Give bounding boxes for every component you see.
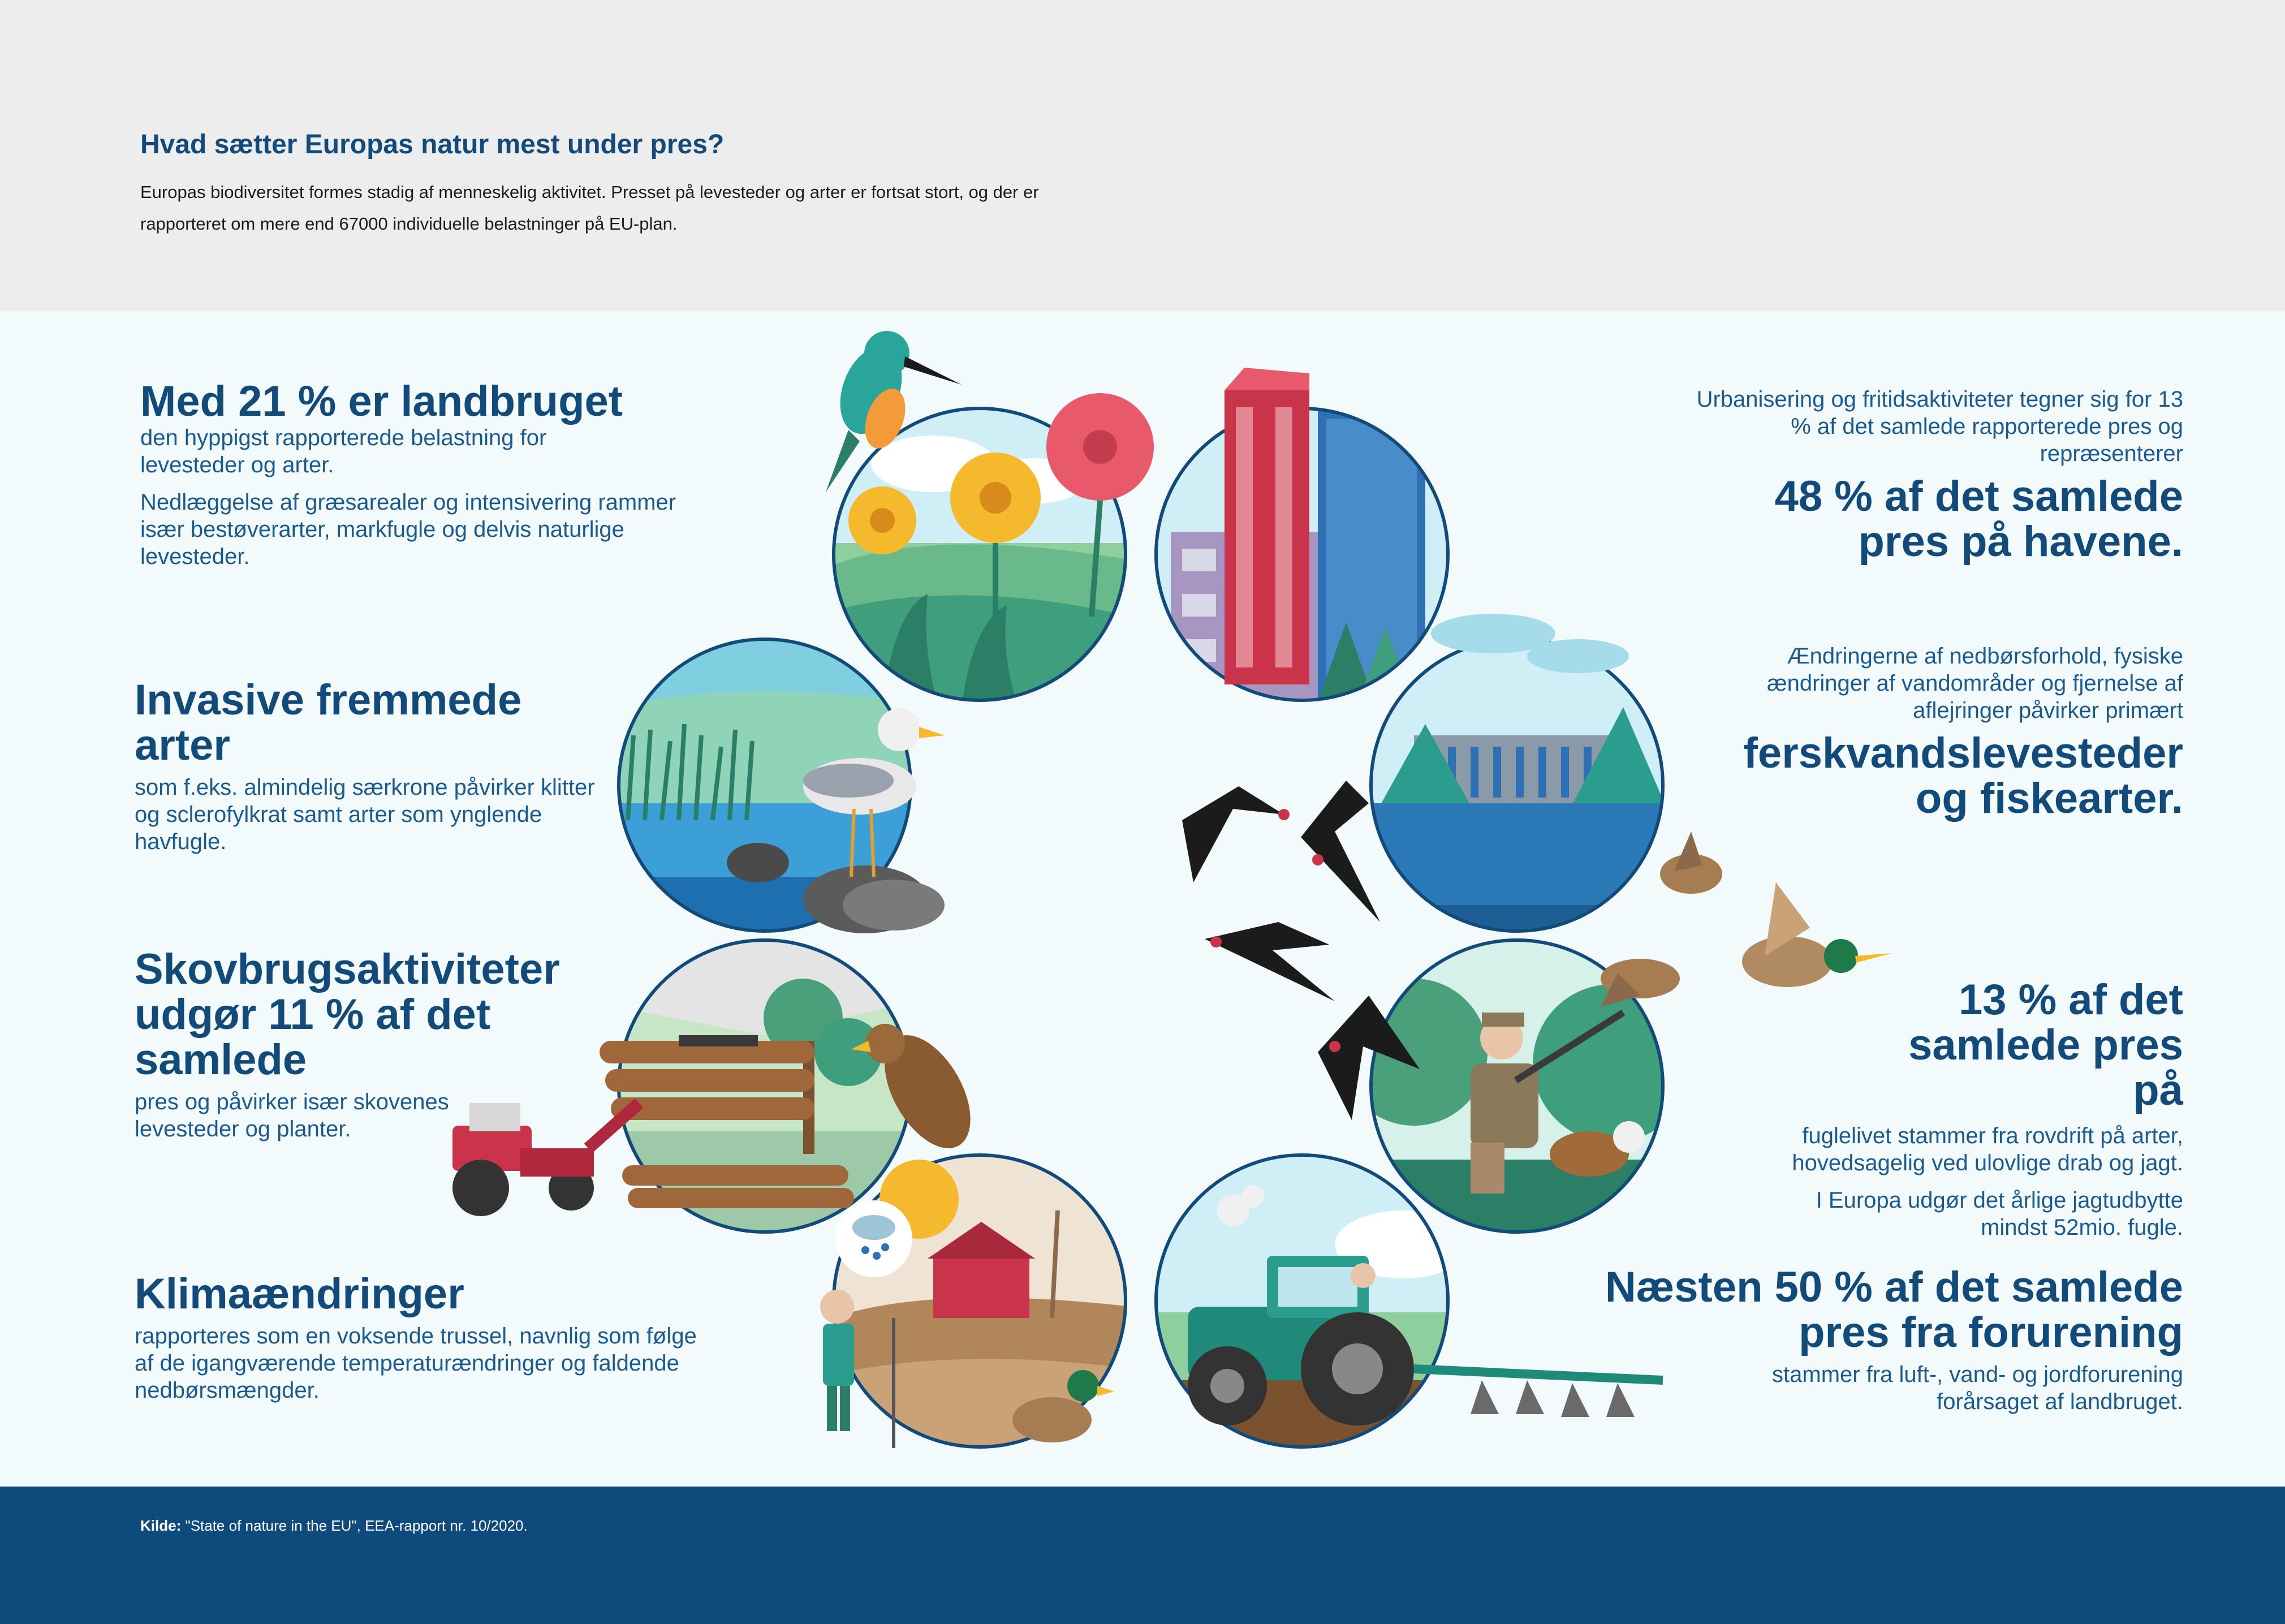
forestry-text-1: pres og påvirker især skovenes levesteder og planter. — [135, 1089, 449, 1141]
source-label: Kilde: — [140, 1517, 182, 1534]
birds-text-1: fuglelivet stammer fra rovdrift på arter, hovedsagelig ved ulovlige drab og jagt. — [1792, 1123, 2183, 1175]
source-text: "State of nature in the EU", EEA-rapport nr. 10/2020. — [181, 1517, 528, 1534]
climate-heading: Klimaændringer — [135, 1270, 464, 1318]
freshwater-text-1: Ændringerne af nedbørsforhold, fysiske ændringer af vandområder og fjernelse af aflejringer påvirker primært — [1767, 644, 2183, 723]
invasive-block — [135, 678, 604, 855]
agriculture-text-1: den hyppigst rapporterede belastning for levesteder og arter. — [140, 425, 547, 477]
agriculture-heading: Med 21 % er landbruget — [140, 377, 623, 425]
invasive-text-1: som f.eks. almindelig særkrone påvirker klitter og sclerofylkrat samt arter som ynglende havfugle. — [135, 775, 595, 854]
climate-text-1: rapporteres som en voksende trussel, navnlig som følge af de igangværende temperaturændringer og faldende nedbørsmængder. — [135, 1324, 697, 1403]
birds-block — [1742, 977, 2183, 1241]
agriculture-text-2: Nedlæggelse af græsarealer og intensivering rammer især bestøverarter, markfugle og delvis naturlige levesteder. — [140, 490, 676, 569]
birds-heading: 13 % af det samlede pres på — [1908, 976, 2183, 1114]
dam-illustration — [1369, 614, 1674, 939]
forestry-heading: Skovbrugsaktiviteter udgør 11 % af det samlede — [135, 945, 560, 1084]
pollution-text-1: stammer fra luft-, vand- og jordforurening forårsaget af landbruget. — [1772, 1362, 2183, 1414]
urban-text-1: Urbanisering og fritidsaktiviteter tegner sig for 13 % af det samlede rapporterede pres og repræsenterer — [1696, 387, 2183, 466]
climate-farm-illustration — [820, 1154, 1131, 1454]
freshwater-block — [1697, 643, 2183, 821]
footer-band — [0, 1487, 2285, 1624]
birds-text-2: I Europa udgør det årlige jagtudbytte mindst 52mio. fugle. — [1816, 1188, 2183, 1240]
agriculture-block — [140, 379, 706, 570]
freshwater-heading: ferskvandslevesteder og fiskearter. — [1743, 729, 2183, 822]
page-title: Hvad sætter Europas natur mest under pres? — [140, 130, 725, 160]
source-citation — [140, 1517, 528, 1535]
lake-gull-illustration — [616, 638, 945, 939]
page-description: Europas biodiversitet formes stadig af menneskelig aktivitet. Presset på levesteder og arter er fortsat stort, og der er rapporteret om mere end 67000 individuelle belastninger på EU-plan. — [140, 182, 1039, 234]
meadow-flowers-illustration — [826, 331, 1154, 713]
urban-heading: 48 % af det samlede pres på havene. — [1774, 472, 2183, 566]
pollution-heading: Næsten 50 % af det samlede pres fra forurening — [1605, 1263, 2183, 1356]
forestry-block — [135, 947, 587, 1143]
city-illustration — [1154, 368, 1454, 713]
climate-block — [135, 1272, 700, 1404]
invasive-heading: Invasive fremmede arter — [135, 676, 522, 769]
pollution-block — [1595, 1265, 2183, 1415]
urban-block — [1674, 386, 2183, 565]
